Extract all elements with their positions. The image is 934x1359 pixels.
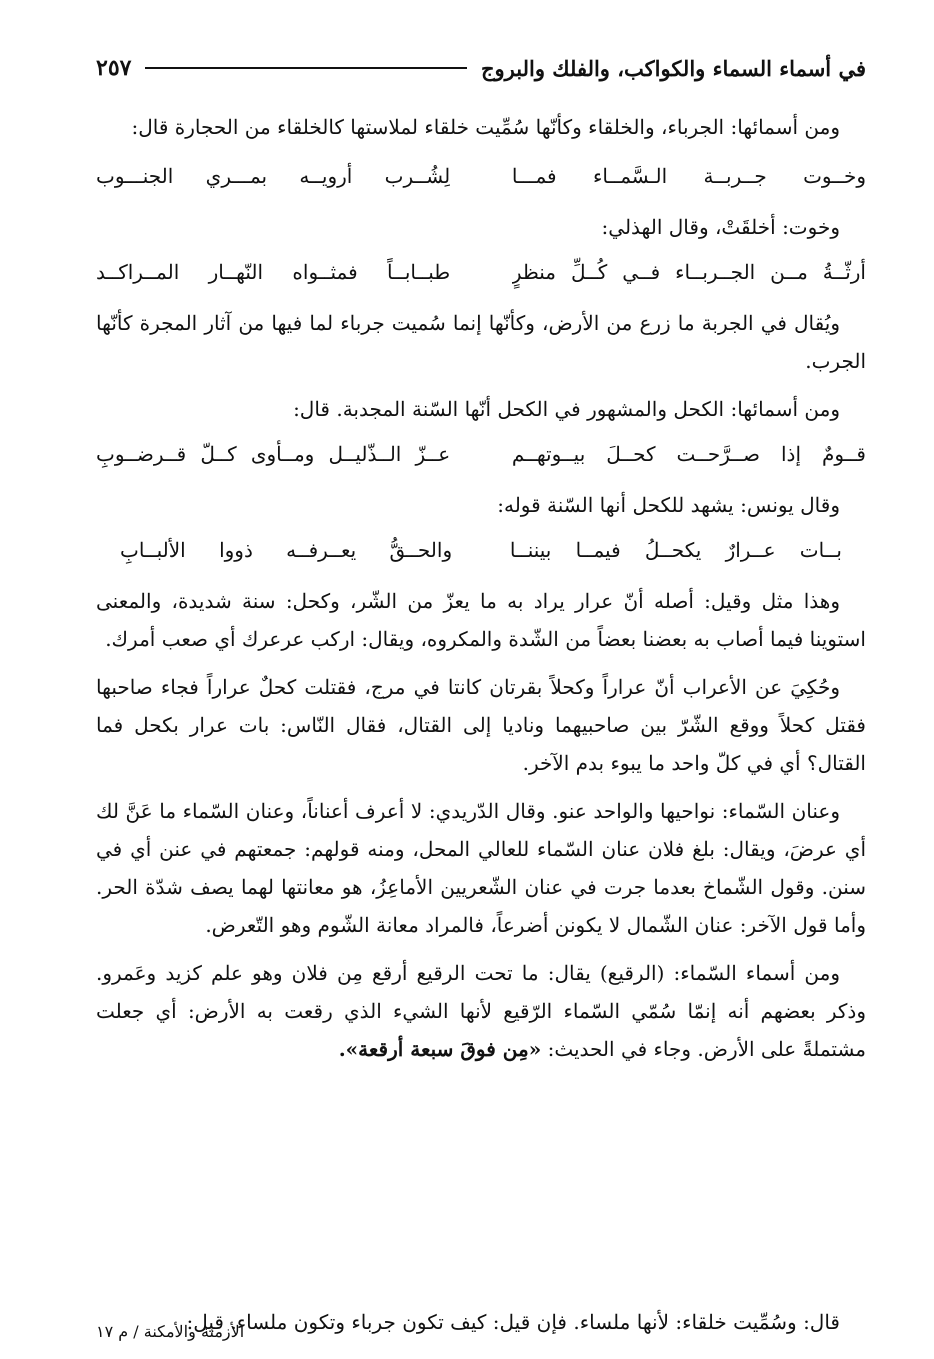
paragraph: ومن أسمائها: الجرباء، والخلقاء وكأنّها سُمِّيت خلقاء لملاستها كالخلقاء من الحجارة قال: [131,115,840,139]
paragraph: وخوت: أخلقَتْ، وقال الهذلي: [601,215,840,239]
paragraph: وهذا مثل وقيل: أصله أنّ عرار يراد به ما يعزّ من الشّر، وكحل: سنة شديدة، والمعنى استوينا فيما أصاب به بعضنا بعضاً من الشّدة والمكروه، ويقال: اركب عرعرك أي صعب أمرك. [96,589,866,651]
signature-mark: الأزمنة والأمكنة / م ١٧ [96,1322,245,1341]
verse-first-hemistich: وخــوت جــربــة الـسَّمــاء فمـــا [511,164,866,188]
page-body [96,108,866,1078]
hadith-quote: «مِن فوقَ سبعة أرقعة». [338,1037,542,1061]
paragraph: ويُقال في الجربة ما زرع من الأرض، وكأنّها إنما سُميت جرباء لما فيها من آثار المجرة كأنّها الجرب. [96,311,866,373]
verse-line [96,434,866,474]
running-title: في أسماء السماء والكواكب، والفلك والبروج [480,55,866,81]
verse-first-hemistich: أرثّــةُ مــن الجــربــاء فــي كُــلِّ منظرٍ [511,260,866,284]
verse-line [96,530,866,570]
verse-first-hemistich: قــومٌ إذا صــرَّحــت كحــلَ بيــوتهــم [511,442,866,466]
verse-line [96,252,866,292]
paragraph-text: ومن أسماء السّماء: (الرقيع) يقال: ما تحت الرقيع أرقع مِن فلان وهو علم كزيد وعَمرو. وذكر بعضهم أنه إنمّا سُمّي السّماء الرّقيع لأنها الشيء الذي رقعت به الأرض: أي جعلت مشتملةً على الأرض. وجاء في الحديث: [96,961,866,1061]
paragraph: وحُكِيَ عن الأعراب أنّ عراراً وكحلاً بقرتان كانتا في مرج، فقتلت كحلٌ عراراً فجاء صاحبها فقتل كحلاً ووقع الشّرّ بين صاحبيهما وناديا إلى القتال، فقال النّاس: بات عرار بكحل فما القتال؟ أي في كلّ واحد ما يبوء بدم الآخر. [96,675,866,775]
verse-second-hemistich: طبــابــاً فمثــواه النّهــار المــراكــد [96,260,451,284]
paragraph [96,954,866,1068]
verse-first-hemistich: بــات عــرارٌ يكحــلُ فيمــا بيننــا [509,538,842,562]
paragraph: ومن أسمائها: الكحل والمشهور في الكحل أنّها السّنة المجدبة. قال: [293,397,840,421]
page-number: ٢٥٧ [96,55,132,81]
paragraph: وعنان السّماء: نواحيها والواحد عنو. وقال الدّريدي: لا أعرف أعناناً، وعنان السّماء ما عَنَّ لك أي عرضَ، ويقال: بلغ فلان عنان السّماء للعالي المحل، ومنه قولهم: جمعتهم في عنن أي في سنن. وقول الشّماخ بعدما جرت في عنان الشّعريين الأماعِزُ، هو معانتها لهما يصف شدّة الحر. وأما قول الآخر: عنان الشّمال لا يكونن أضرعاً، فالمراد معانة الشّوم وهو التّعرض. [96,799,866,937]
paragraph: وقال يونس: يشهد للكحل أنها السّنة قوله: [497,493,840,517]
verse-line [96,156,866,196]
verse-second-hemistich: لِشُــرب أرويــه بمـــري الجنـــوب [96,164,451,188]
header-rule [145,67,467,69]
verse-second-hemistich: عــزّ الــذّليــل ومــأوى كــلّ قــرضــوبِ [96,442,451,466]
page-header [96,48,866,88]
verse-second-hemistich: والحــقُّ يعــرفــه ذووا الألبــابِ [120,538,453,562]
paragraph: قال: وسُمِّيت خلقاء: لأنها ملساء. فإن قيل: كيف تكون جرباء وتكون ملساء. قيل: [186,1310,840,1334]
